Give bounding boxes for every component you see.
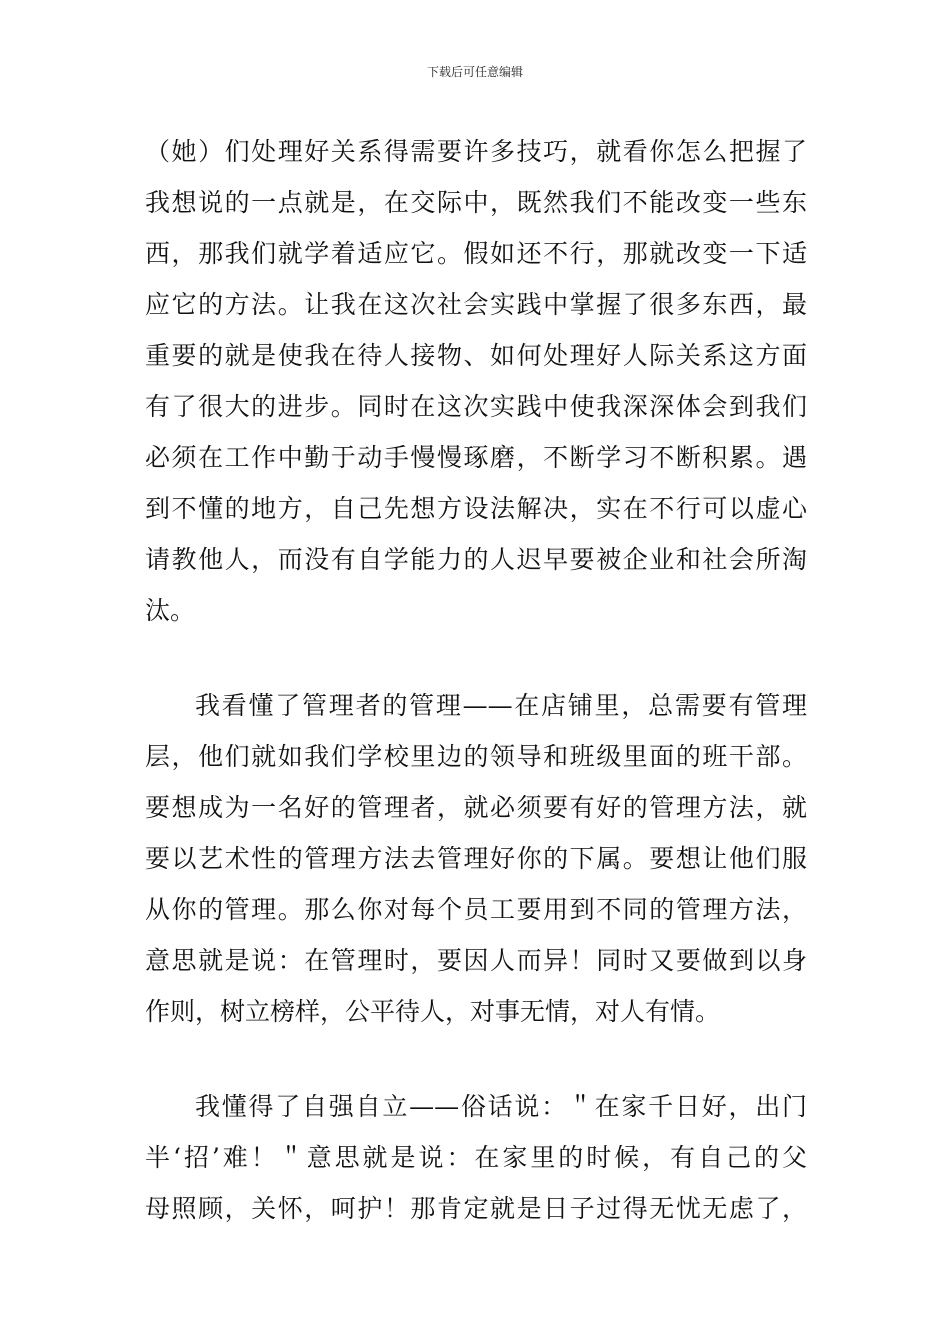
text-line: 汰。 xyxy=(145,596,196,625)
text-line: 从你的管理。那么你对每个员工要用到不同的管理方法， xyxy=(145,895,807,924)
text-line: 应它的方法。让我在这次社会实践中掌握了很多东西，最 xyxy=(145,290,807,319)
paragraph-gap xyxy=(145,636,807,680)
text-line: 我看懂了管理者的管理——在店铺里，总需要有管理 xyxy=(195,691,807,720)
text-line: 层，他们就如我们学校里边的领导和班级里面的班干部。 xyxy=(145,742,807,771)
text-line: 到不懂的地方，自己先想方设法解决，实在不行可以虚心 xyxy=(145,494,807,523)
header-note: 下载后可任意编辑 xyxy=(426,65,523,79)
text-line: 我懂得了自强自立——俗话说：＂在家千日好，出门 xyxy=(195,1092,807,1121)
text-line: 要以艺术性的管理方法去管理好你的下属。要想让他们服 xyxy=(145,844,807,873)
text-line: 西，那我们就学着适应它。假如还不行，那就改变一下适 xyxy=(145,239,807,268)
paragraph-2 xyxy=(145,680,807,1037)
text-line: （她）们处理好关系得需要许多技巧，就看你怎么把握了 xyxy=(145,137,807,166)
paragraph-1 xyxy=(145,126,807,636)
text-line: 重要的就是使我在待人接物、如何处理好人际关系这方面 xyxy=(145,341,807,370)
text-line: 意思就是说：在管理时，要因人而异！同时又要做到以身 xyxy=(145,946,807,975)
text-line: 半‘招’难！＂意思就是说：在家里的时候，有自己的父 xyxy=(145,1143,807,1172)
text-line: 作则，树立榜样，公平待人，对事无情，对人有情。 xyxy=(145,997,721,1026)
paragraph-3 xyxy=(145,1081,807,1234)
text-line: 请教他人，而没有自学能力的人迟早要被企业和社会所淘 xyxy=(145,545,807,574)
document-body xyxy=(145,126,807,1234)
text-line: 有了很大的进步。同时在这次实践中使我深深体会到我们 xyxy=(145,392,807,421)
text-line: 我想说的一点就是，在交际中，既然我们不能改变一些东 xyxy=(145,188,807,217)
paragraph-gap xyxy=(145,1037,807,1081)
text-line: 母照顾，关怀，呵护！那肯定就是日子过得无忧无虑了， xyxy=(145,1194,807,1223)
text-line: 必须在工作中勤于动手慢慢琢磨，不断学习不断积累。遇 xyxy=(145,443,807,472)
text-line: 要想成为一名好的管理者，就必须要有好的管理方法，就 xyxy=(145,793,807,822)
